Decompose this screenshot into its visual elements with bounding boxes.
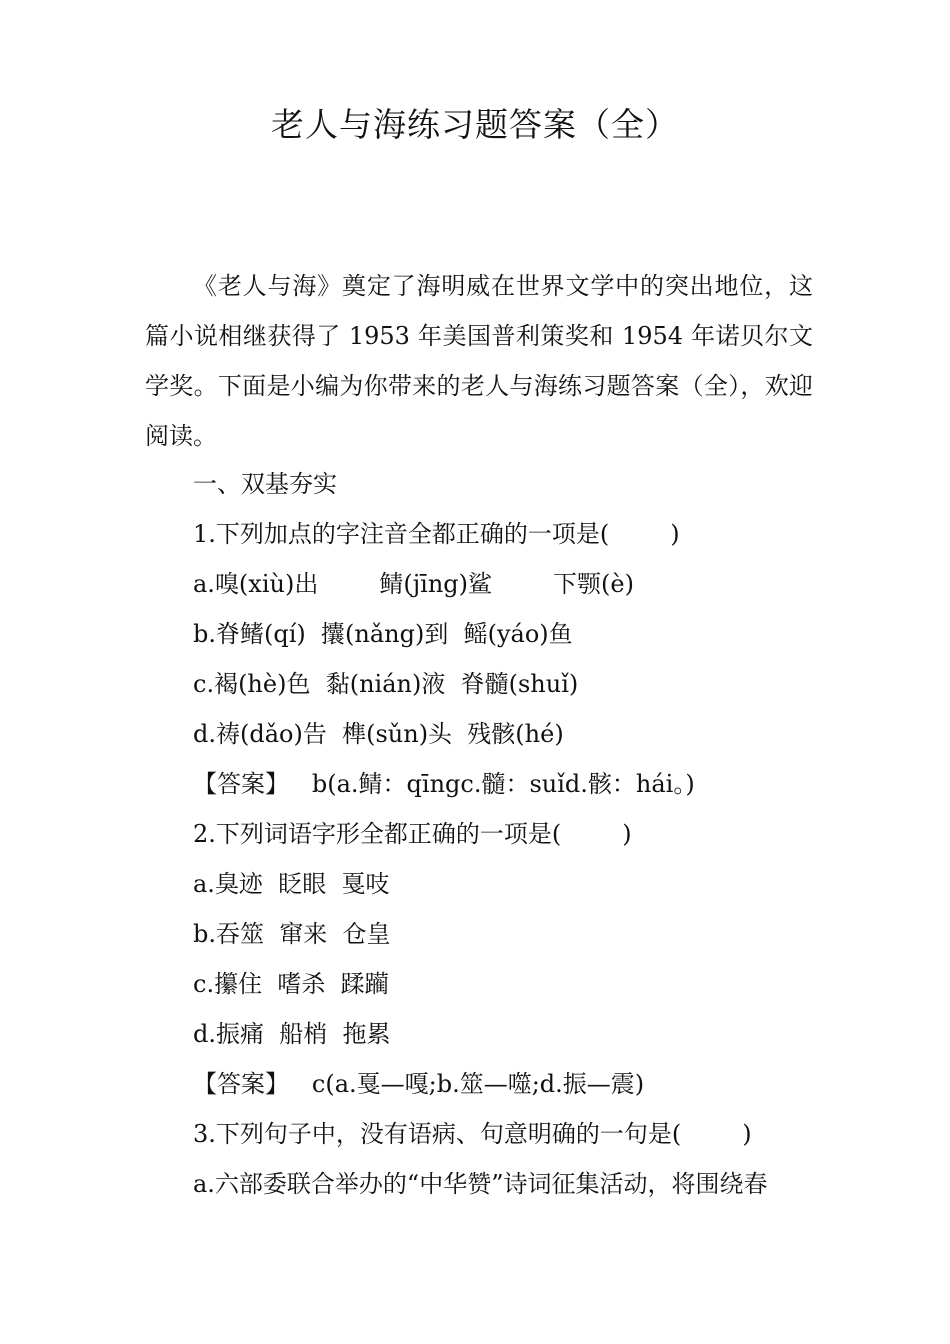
question-1-option-b: b.脊鳍(qí) 攮(nǎng)到 鳐(yáo)鱼 xyxy=(193,620,573,648)
question-1-option-c: c.褐(hè)色 黏(nián)液 脊髓(shuǐ) xyxy=(193,670,579,698)
question-1: 1.下列加点的字注音全都正确的一项是( ) xyxy=(193,520,680,548)
question-1-option-d: d.祷(dǎo)告 榫(sǔn)头 残骸(hé) xyxy=(193,720,564,748)
question-2-option-a: a.臭迹 眨眼 戛吱 xyxy=(193,870,390,898)
section-heading: 一、双基夯实 xyxy=(193,470,337,498)
page-title: 老人与海练习题答案（全） xyxy=(271,105,679,144)
exercise-list xyxy=(145,459,813,1209)
question-2-option-c: c.攥住 嗜杀 蹂躏 xyxy=(193,970,389,998)
question-3: 3.下列句子中，没有语病、句意明确的一句是( ) xyxy=(193,1120,752,1148)
question-3-option-a: a.六部委联合举办的“中华赞”诗词征集活动，将围绕春 xyxy=(193,1170,768,1198)
question-2-answer: 【答案】 c(a.戛—嘎;b.筮—噬;d.振—震) xyxy=(193,1070,645,1098)
question-1-answer: 【答案】 b(a.鲭：qīngc.髓：suǐd.骸：hái。) xyxy=(193,770,695,798)
intro-paragraph: 《老人与海》奠定了海明威在世界文学中的突出地位，这篇小说相继获得了 1953 年美国普利策奖和 1954 年诺贝尔文学奖。下面是小编为你带来的老人与海练习题答案（全），欢迎阅读。 xyxy=(145,272,813,450)
question-2-option-b: b.吞筮 窜来 仓皇 xyxy=(193,920,391,948)
question-1-option-a: a.嗅(xiù)出 鲭(jīng)鲨 下颚(è) xyxy=(193,570,634,598)
question-2-option-d: d.振痛 船梢 拖累 xyxy=(193,1020,391,1048)
question-2: 2.下列词语字形全都正确的一项是( ) xyxy=(193,820,632,848)
